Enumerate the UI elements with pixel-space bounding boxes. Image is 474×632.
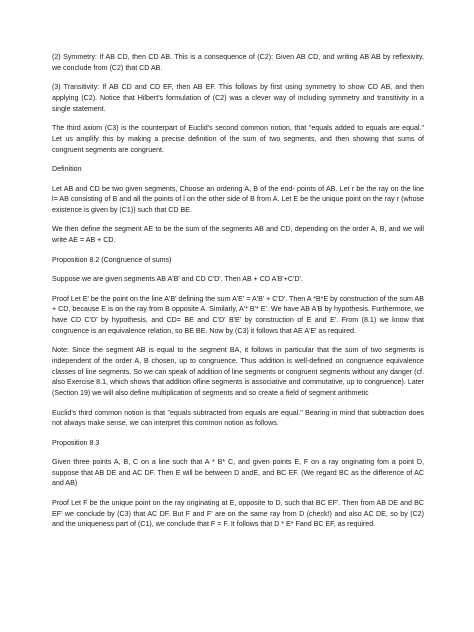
paragraph-proof-8-3: Proof Let F be the unique point on the ray originating at E, opposite to D, such that BC EF'. Then from AB DE and BC EF' we conclude by (C3) that AC DF. But F and F' are on the same ray from D (check!) and also AC DE, so by (C2) and the uniqueness part of (C1), we conclude that F = F. It follows that D * E* Fand BC EF, as required. (52, 499, 424, 529)
paragraph-transitivity: (3) Transitivity: If AB CD and CD EF, then AB EF. This follows by first using symmetry to show CD AB, and then applying (C2). Notice that Hilbert's formulation of (C2) was a clever way of including symmetry and transitivity in a single statement. (52, 83, 424, 113)
paragraph-euclid-third: Euclid's third common notion is that "equals subtracted from equals are equal." Bearing in mind that subtraction does not always make sense, we can interpret this common notion as follows. (52, 408, 424, 428)
paragraph-note: Note: Since the segment AB is equal to the segment BA, it follows in particular that the sum of two segments is independent of the order A, B chosen, up to congruence. Thus addition is well-defined on congruence equivalence classes of line segments. So we can speak of addition of line segments or congruent segments without any danger (cf. also Exercise 8.1, which shows that addition ofline segments is associative and commutative, up to congruence). Later (Section 19) we will also define multiplication of segments and so create a field of segment arithmetic (52, 346, 424, 397)
paragraph-proposition-8-3-statement: Given three points A, B, C on a line such that A * B* C, and given points E, F on a ray originating fom a point D, suppose that AB DE and AC DF. Then E will be between D andE, and BC EF. (We regard BC as the difference of AC and AB) (52, 458, 424, 488)
paragraph-definition-body: Let AB and CD be two given segments, Choose an ordering A, B of the end- points of AB. Let r be the ray on the line l= AB consisting of B and all the points of l on the other side of B from A. Let E be the unique point on the ray r (whose existence is given by (C1)) such that CD BE. (52, 184, 424, 214)
paragraph-symmetry: (2) Symmetry: If AB CD, then CD AB. This is a consequence of (C2): Given AB CD, and writing AB AB by reflexivity, we conclude from (C2) that CD AB. (52, 53, 424, 72)
paragraph-proposition-8-2-statement: Suppose we are given segments AB A'B' and CD C'D'. Then AB + CD A'B'+C'D'. (52, 275, 303, 284)
heading-proposition-8-3: Proposition 8.3 (52, 438, 100, 447)
document-page (52, 52, 424, 539)
paragraph-sum-definition: We then define the segment AE to be the sum of the segments AB and CD, depending on the order A, B, and we will write AE = AB + CD. (52, 225, 424, 245)
heading-proposition-8-2: Proposition 8.2 (Congruence of sums) (52, 255, 172, 264)
heading-definition: Definition (52, 165, 82, 174)
paragraph-proof-8-2: Proof Let E' be the point on the line A'B' defining the sum A'E' = A'B' + C'D'. Then A *B*E by construction of the sum AB + CD, because E is on the ray from B opposite A. Similarly, A'* B'* E'. We have AB A'B by hypothesis. Furthermore, we have CD C'D' by hypothesis, and CD= BE and C'D' B'E' by construction of E and E'. From (8.1) we know that congruence is an equivalence relation, so BE BE. Now by (C3) it follows that AE A'E' as required. (52, 294, 424, 335)
paragraph-third-axiom: The third axiom (C3) is the counterpart of Euclid's second common notion, that "equals added to equals are equal." Let us amplify this by making a precise definition of the sum of two segments, and then showing that sums of congruent segments are congruent. (52, 124, 424, 154)
